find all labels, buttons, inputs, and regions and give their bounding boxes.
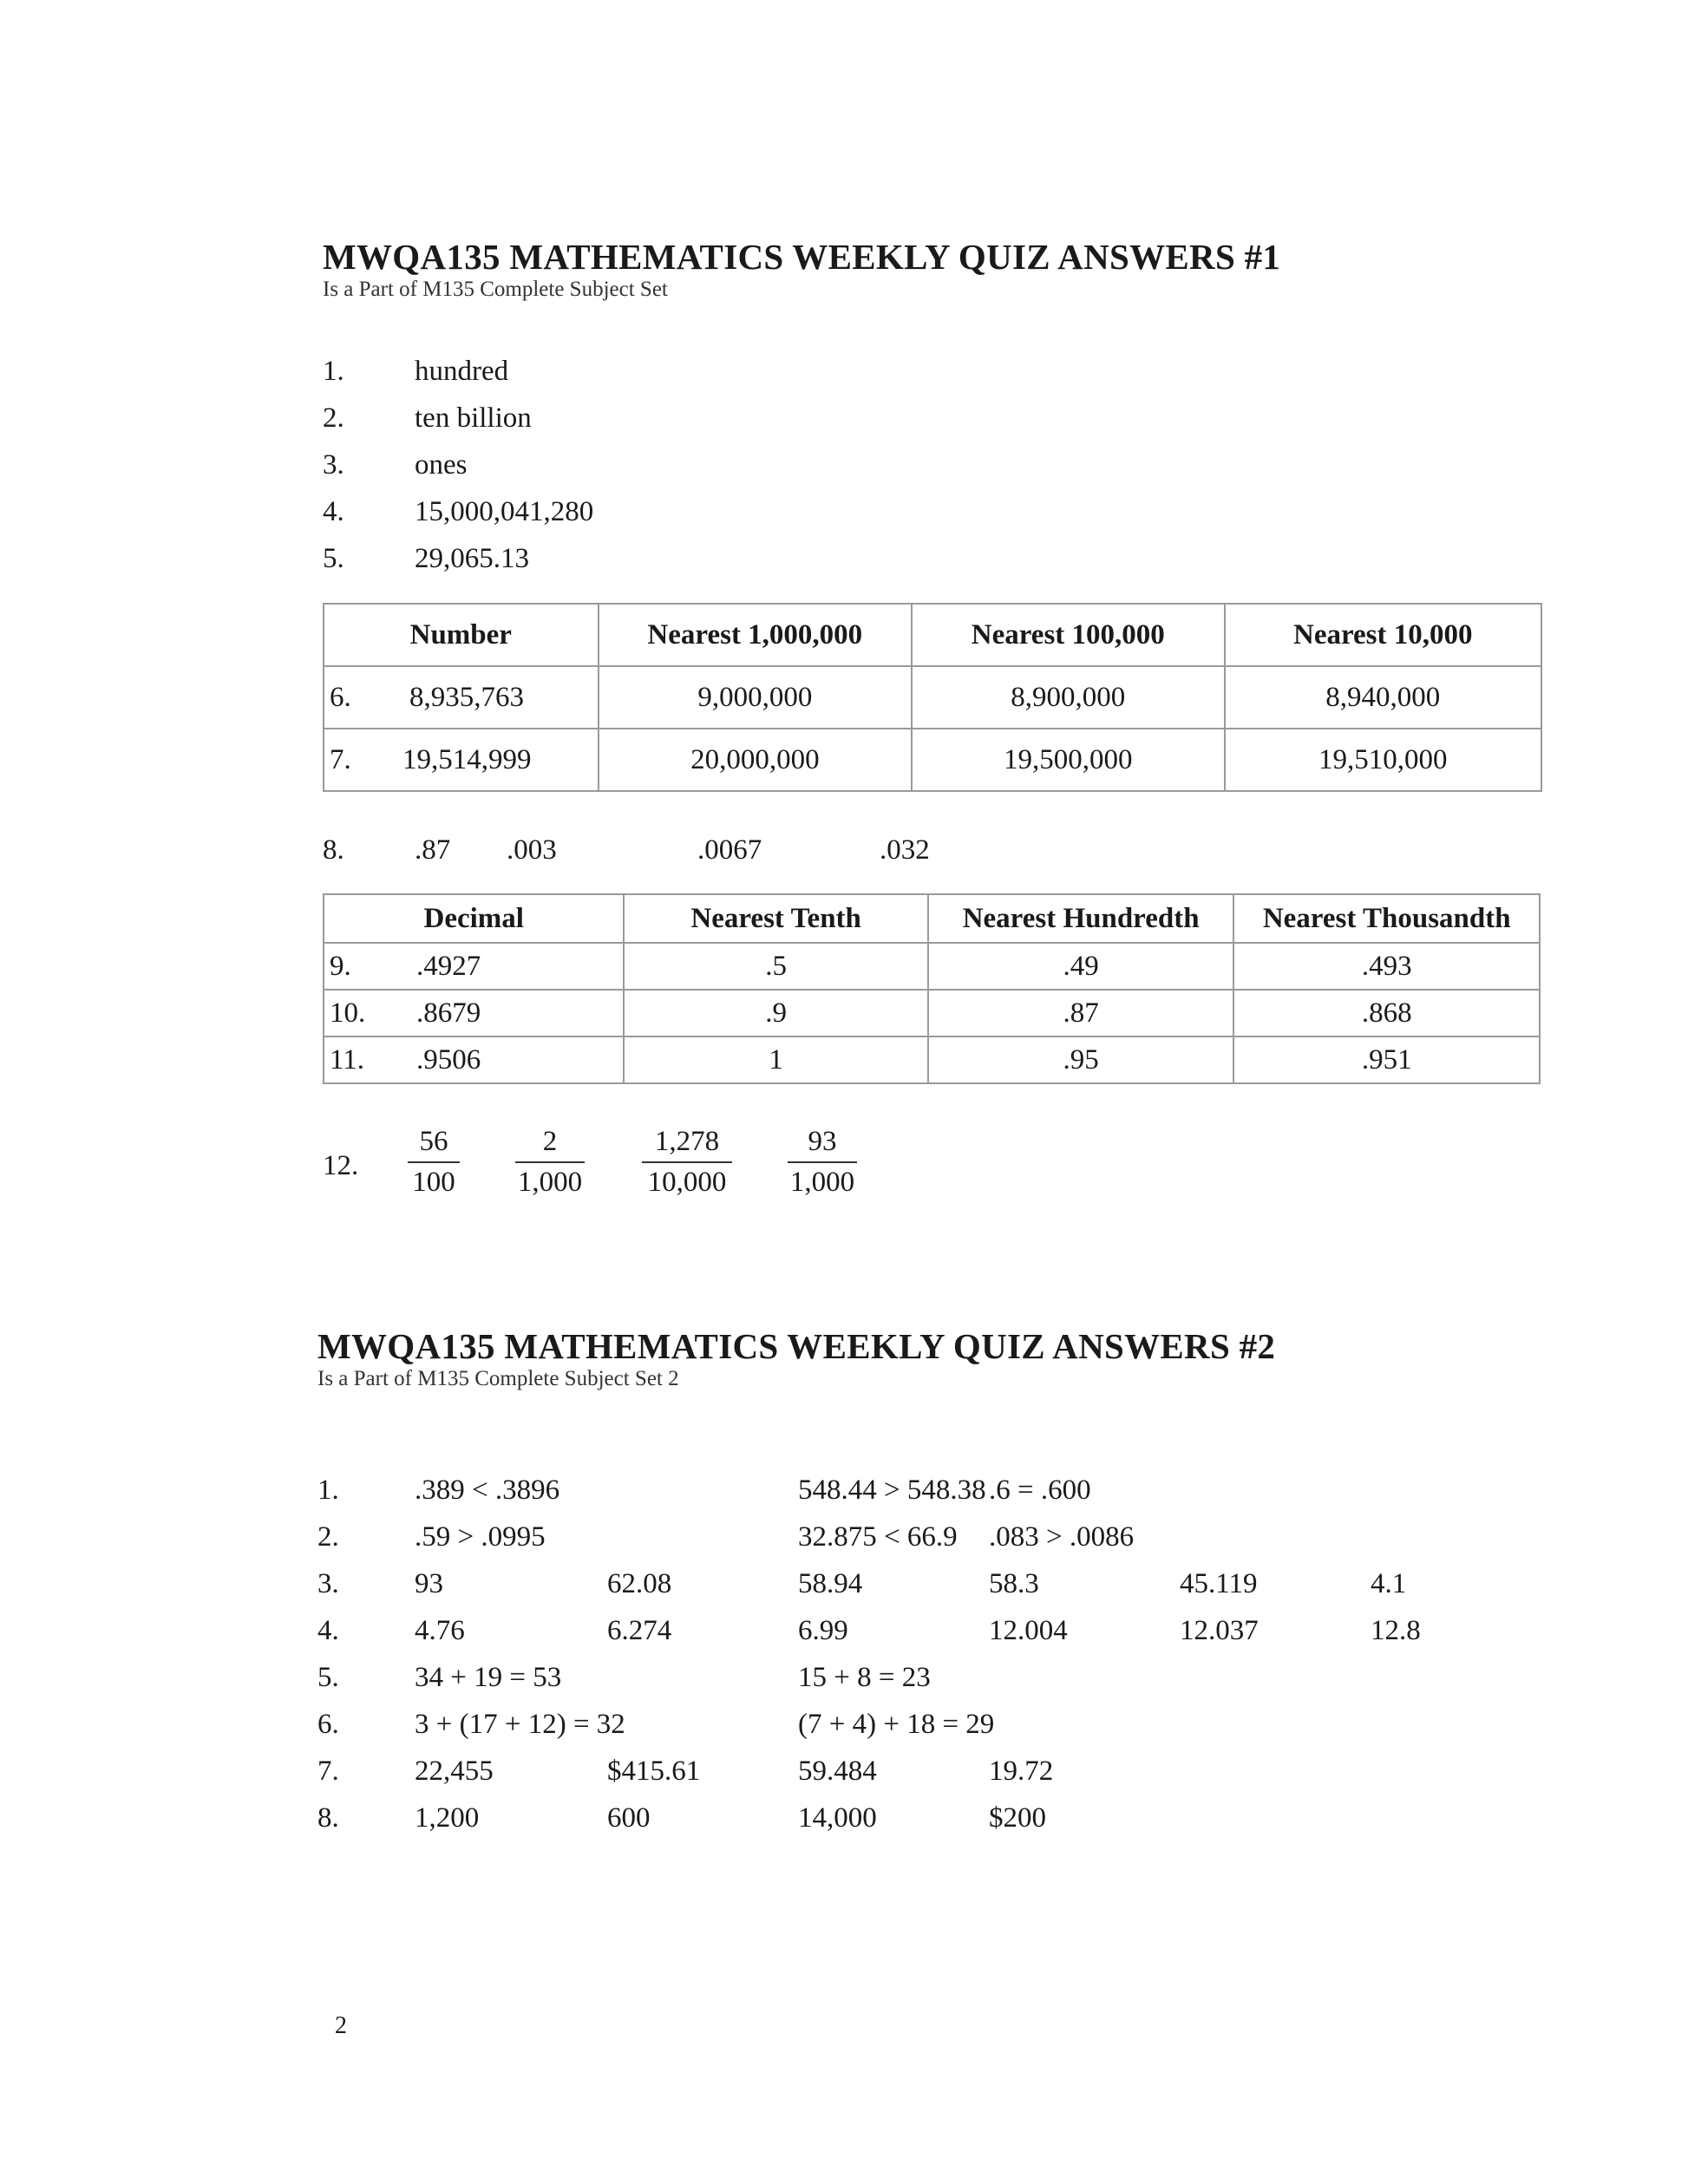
rounding-table	[323, 603, 1542, 792]
cell-value: 19,514,999	[402, 743, 532, 775]
answer-value: $200	[989, 1802, 1046, 1834]
answer-value: .389 < .3896	[415, 1475, 560, 1506]
list-item	[317, 1568, 1407, 1600]
table-cell: .5	[624, 943, 927, 990]
item-number: 2.	[317, 1521, 339, 1553]
item-number: 2.	[323, 402, 344, 434]
table-cell	[324, 990, 624, 1036]
table-cell	[324, 1036, 624, 1083]
item-number: 3.	[323, 449, 344, 481]
table-row	[324, 1036, 1540, 1083]
item-number: 12.	[323, 1150, 359, 1181]
list-item	[323, 543, 529, 575]
table-row	[324, 666, 1541, 729]
table-row	[324, 990, 1540, 1036]
row-number: 10.	[330, 997, 366, 1029]
quiz1-title: MWQA135 MATHEMATICS WEEKLY QUIZ ANSWERS #1	[323, 237, 1281, 277]
list-item	[317, 1475, 1091, 1507]
list-item	[317, 1756, 1054, 1788]
answer-value: .6 = .600	[989, 1475, 1091, 1506]
table-cell: .95	[928, 1036, 1234, 1083]
table-cell: 19,500,000	[912, 729, 1224, 791]
row-number: 7.	[330, 743, 351, 775]
column-header: Decimal	[324, 894, 624, 943]
table-cell: .493	[1233, 943, 1540, 990]
answer-value: .59 > .0995	[415, 1521, 546, 1553]
answer-value: 62.08	[607, 1568, 672, 1599]
table-cell: 20,000,000	[599, 729, 912, 791]
fraction-denominator: 1,000	[789, 1167, 855, 1198]
answer-value: 4.1	[1371, 1568, 1407, 1599]
answer-value: 93	[415, 1568, 443, 1599]
answer-value: 58.94	[798, 1568, 863, 1599]
answer-value: 6.99	[798, 1615, 848, 1646]
table-cell: 8,900,000	[912, 666, 1224, 729]
answer-value: 59.484	[798, 1756, 877, 1787]
fraction-numerator: 56	[408, 1126, 460, 1163]
item-answer: 15,000,041,280	[415, 496, 594, 527]
decimal-rounding-table	[323, 893, 1541, 1084]
row-number: 6.	[330, 681, 351, 713]
list-item	[323, 356, 509, 388]
item-number: 3.	[317, 1568, 339, 1599]
list-item	[323, 496, 594, 528]
decimal-value: .0067	[697, 834, 762, 866]
table-cell	[324, 666, 599, 729]
item-answer: 29,065.13	[415, 543, 529, 574]
answer-value: 15 + 8 = 23	[798, 1662, 931, 1693]
table-cell: 8,940,000	[1225, 666, 1541, 729]
answer-value: 1,200	[415, 1802, 480, 1834]
table-header-row	[324, 604, 1541, 666]
table-cell: 1	[624, 1036, 927, 1083]
answer-value: 548.44 > 548.38	[798, 1475, 986, 1506]
list-item	[317, 1662, 931, 1694]
item-8	[323, 834, 930, 866]
answer-value: 4.76	[415, 1615, 465, 1646]
fraction-numerator: 93	[788, 1126, 857, 1163]
answer-value: 6.274	[607, 1615, 672, 1646]
column-header: Nearest 10,000	[1225, 604, 1541, 666]
fraction	[788, 1126, 857, 1199]
quiz2-subtitle: Is a Part of M135 Complete Subject Set 2	[317, 1367, 679, 1390]
answer-value: (7 + 4) + 18 = 29	[798, 1709, 995, 1740]
table-row	[324, 943, 1540, 990]
decimal-value: .003	[507, 834, 557, 866]
list-item	[317, 1615, 1421, 1647]
answer-value: 45.119	[1180, 1568, 1258, 1599]
item-number: 8.	[323, 834, 344, 866]
table-cell: .87	[928, 990, 1234, 1036]
answer-value: 600	[607, 1802, 651, 1834]
row-number: 11.	[330, 1043, 365, 1076]
column-header: Nearest Hundredth	[928, 894, 1234, 943]
decimal-value: .032	[880, 834, 930, 866]
table-row	[324, 729, 1541, 791]
cell-value: .8679	[416, 997, 481, 1029]
item-answer: ones	[415, 449, 468, 481]
answer-value: $415.61	[607, 1756, 701, 1787]
cell-value: .9506	[416, 1043, 481, 1076]
table-cell: .9	[624, 990, 927, 1036]
cell-value: 8,935,763	[409, 681, 524, 713]
column-header: Nearest Tenth	[624, 894, 927, 943]
item-number: 8.	[317, 1802, 339, 1834]
fraction-numerator: 2	[515, 1126, 585, 1163]
item-number: 5.	[323, 543, 344, 574]
fraction-denominator: 10,000	[647, 1167, 727, 1198]
answer-value: 14,000	[798, 1802, 877, 1834]
decimal-value: .87	[415, 834, 451, 866]
cell-value: .4927	[416, 950, 481, 982]
list-item	[323, 402, 532, 435]
table-cell: .49	[928, 943, 1234, 990]
table-cell	[324, 943, 624, 990]
item-number: 6.	[317, 1709, 339, 1740]
answer-value: 3 + (17 + 12) = 32	[415, 1709, 625, 1740]
item-number: 4.	[317, 1615, 339, 1646]
answer-value: 34 + 19 = 53	[415, 1662, 562, 1693]
answer-value: 32.875 < 66.9	[798, 1521, 958, 1553]
quiz1-subtitle: Is a Part of M135 Complete Subject Set	[323, 278, 668, 301]
column-header: Nearest Thousandth	[1233, 894, 1540, 943]
item-answer: hundred	[415, 356, 509, 387]
fraction-denominator: 1,000	[517, 1167, 583, 1198]
table-cell: 9,000,000	[599, 666, 912, 729]
fraction-numerator: 1,278	[642, 1126, 732, 1163]
column-header: Nearest 100,000	[912, 604, 1224, 666]
answer-value: 19.72	[989, 1756, 1054, 1787]
answer-value: 58.3	[989, 1568, 1039, 1599]
column-header: Number	[324, 604, 599, 666]
list-item	[317, 1521, 1135, 1553]
item-answer: ten billion	[415, 402, 532, 434]
quiz2-title: MWQA135 MATHEMATICS WEEKLY QUIZ ANSWERS #2	[317, 1326, 1276, 1366]
list-item	[323, 449, 468, 481]
item-number: 1.	[317, 1475, 339, 1506]
item-number: 4.	[323, 496, 344, 527]
item-number: 1.	[323, 356, 344, 387]
answer-value: .083 > .0086	[989, 1521, 1135, 1553]
answer-value: 22,455	[415, 1756, 494, 1787]
fraction	[515, 1126, 585, 1199]
item-number: 7.	[317, 1756, 339, 1787]
list-item	[317, 1709, 995, 1741]
table-cell	[324, 729, 599, 791]
answer-value: 12.004	[989, 1615, 1068, 1646]
page-number: 2	[335, 2012, 347, 2039]
table-header-row	[324, 894, 1540, 943]
fraction	[642, 1126, 732, 1199]
row-number: 9.	[330, 950, 351, 982]
table-cell: .868	[1233, 990, 1540, 1036]
column-header: Nearest 1,000,000	[599, 604, 912, 666]
list-item	[317, 1802, 1046, 1834]
fraction	[408, 1126, 460, 1199]
answer-value: 12.8	[1371, 1615, 1421, 1646]
answer-value: 12.037	[1180, 1615, 1259, 1646]
table-cell: .951	[1233, 1036, 1540, 1083]
table-cell: 19,510,000	[1225, 729, 1541, 791]
fraction-denominator: 100	[412, 1167, 455, 1198]
item-number: 5.	[317, 1662, 339, 1693]
